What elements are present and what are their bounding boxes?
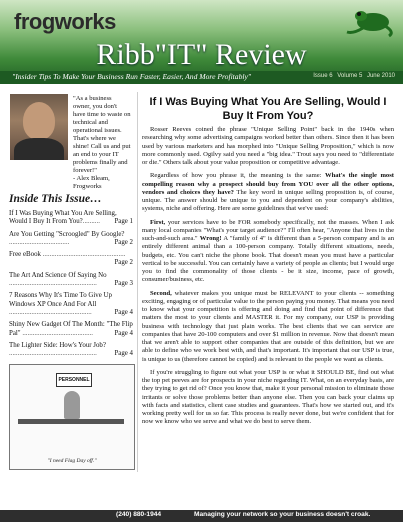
volume-number: Volume 5 (337, 73, 363, 79)
cartoon-caption: "I need Flag Day off." (47, 458, 97, 464)
author-photo (10, 94, 68, 160)
quote-text: "As a business owner, you don't have time to waste on technical and operational issues. That's where we shine! Call us and put an end to your IT problems finally and forever!" (73, 95, 131, 174)
inside-this-issue-heading: Inside This Issue… (9, 193, 102, 205)
article-paragraph: First, your services have to be FOR somebody specifically, not the masses. When I ask many local companies "What's your target audience?" I'll often hear, "Anyone that lives in the such-and-such area." Wrong! A "family of 4" is different than a 5-person company and is an entirely different animal than a 100-person company. Totally different situations, needs, budgets, etc. You can't niche the phone book. That doesn't mean you must have a particular vertical to be successful. You can certainly have a variety of people as clients; but I would urge you to find the commonality of those clients - be it size, income, pace of growth, consumer/business, etc. (142, 218, 394, 284)
toc-item[interactable]: Free eBook ................................................ Page 2 (9, 251, 133, 267)
cartoon-person (64, 391, 80, 419)
table-of-contents (9, 210, 133, 362)
article-paragraph: Rosser Reeves coined the phrase "Unique Selling Point" back in the 1940s when researching why some advertising campaigns worked better than others. Since then it has been used by various marketers and has morphed into "Unique Selling Proposition," which is now more commonly used. Ogilvy said you need a "big idea." Trout says you need to "differentiate or die." Others talk about your value proposition or competitive advantage. (142, 126, 394, 166)
footer-phone[interactable]: (240) 880-1944 (116, 511, 162, 518)
quote-company: Frogworks (73, 183, 102, 190)
tagline: "Insider Tips To Make Your Business Run Faster, Easier, And More Profitably" (12, 72, 252, 81)
footer-bar (0, 510, 403, 522)
issue-number: Issue 6 (313, 73, 333, 79)
issue-date: June 2010 (366, 73, 395, 79)
cartoon-illustration (9, 364, 135, 470)
toc-item[interactable]: If I Was Buying What You Are Selling, Would I Buy It From You?.......... Page 1 (9, 210, 133, 226)
article-paragraph: If you're struggling to figure out what your USP is or what it SHOULD BE, find out what the top pet peeves are for prospects in your niche regarding IT. What, on an everyday basis, are they trying to get rid of? Once you know that, make it your personal mission to eliminate those irritants or solve those problems better than anyone else. Then you can back your claims up with facts and statistics, client case studies and guarantees. That's how we started out, and it's working pretty well for us so far. This process is really never done, but we're confident that for now we know who we serve and what we do best to serve them. (142, 368, 394, 426)
article-paragraph: Second, whatever makes you unique must be RELEVANT to your clients -- something exciting, engaging or of particular value to the person paying you money. That means you need to know what your competition is offering and doing and find that point of difference that matters the most to your clients and MASTER it. For my company, our USP is providing business with technology that just plain works. The best clients that we can service are companies that have 20-100 computers and over $1 million in revenue. Now that doesn't mean that we aren't able to support other companies that are outside of this definition, but we are able to define who we work best with, and that's important. It's important that our USP is true, is unique to us (therefore cannot be copied) and is relevant to the people we want as clients. (142, 289, 394, 363)
newsletter-title: Ribb"IT" Review (96, 38, 307, 71)
article-headline: If I Was Buying What You Are Selling, Would I Buy It From You? (149, 96, 387, 122)
frogworks-logo: frogworks (14, 9, 116, 34)
toc-item[interactable]: The Lighter Side: How's Your Job? ................................................... Page 4 (9, 341, 133, 358)
cartoon-sign: PERSONNEL (56, 373, 92, 387)
article-body (142, 126, 394, 432)
article-paragraph: Regardless of how you phrase it, the meaning is the same: What's the single most compelling reason why a prospect should buy from YOU over all the other options, vendors and choices they have? The key word in unique selling proposition is, of course, unique. The answer should be unique to you and dependent on your company's abilities, systems, niche and offering. Here are some guidelines that we've used: (142, 172, 394, 213)
cartoon-desk (18, 419, 124, 424)
masthead (0, 0, 403, 84)
toc-item[interactable]: Shiny New Gadget Of The Month: "The Flip Pal" ......................................... Page 4 (9, 321, 133, 337)
toc-item[interactable]: 7 Reasons Why It's Time To Give Up Windows XP Once And For All ................................................ Page 4 (9, 292, 133, 316)
issue-info (310, 73, 395, 79)
toc-item[interactable]: The Art And Science Of Saying No ................................................... Page 3 (9, 271, 133, 288)
toc-item[interactable]: Are You Getting "Scroogled" By Google? ................................... Page 2 (9, 230, 133, 246)
owner-quote (73, 95, 131, 191)
frog-icon (337, 4, 397, 38)
column-divider (137, 92, 138, 472)
quote-author: - Alex Bleam, (73, 175, 110, 182)
footer-slogan: Managing your network so your business doesn't croak. (194, 511, 371, 518)
